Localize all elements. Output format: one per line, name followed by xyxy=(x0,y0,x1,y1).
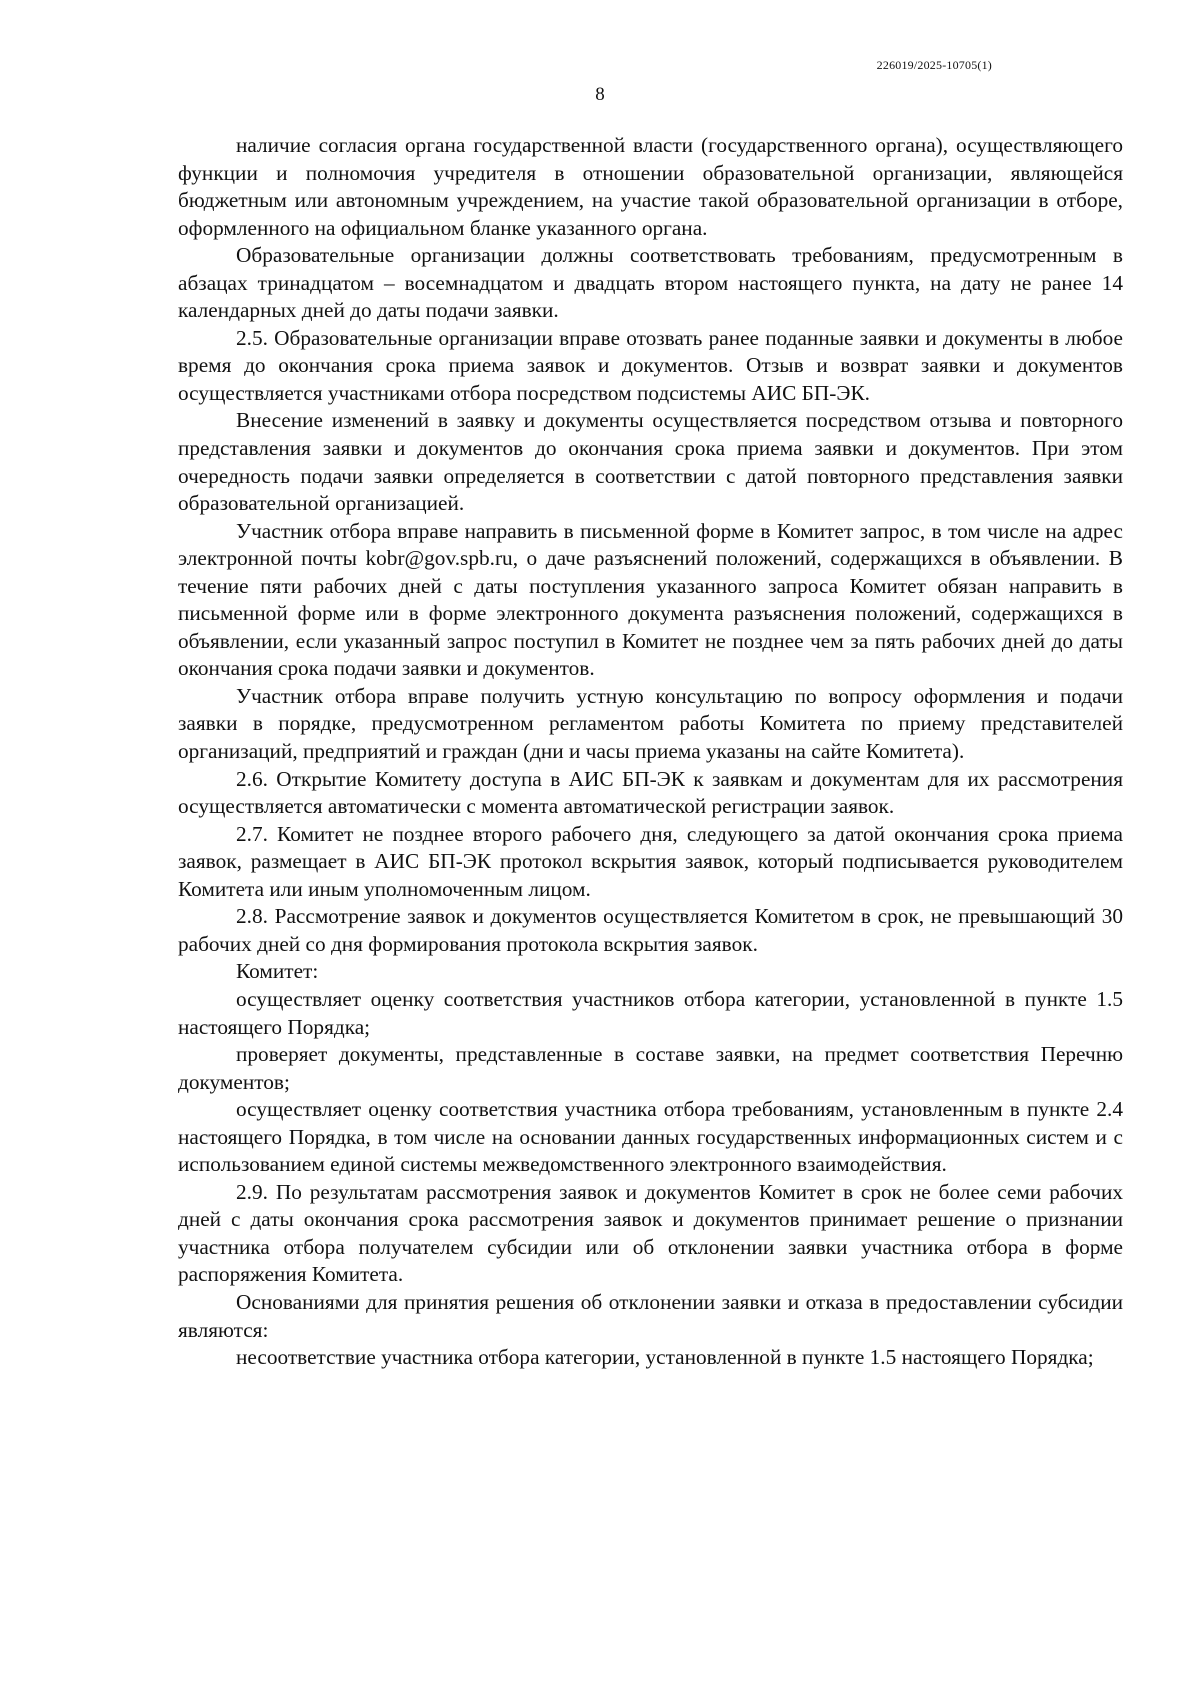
paragraph-2-9: 2.9. По результатам рассмотрения заявок и документов Комитет в срок не более семи рабочих дней с даты окончания срока рассмотрения заявок и документов принимает решение о признании участника отбора получателем субсидии или об отклонении заявки участника отбора в форме распоряжения Комитета. xyxy=(178,1179,1123,1287)
paragraph-2-7: 2.7. Комитет не позднее второго рабочего дня, следующего за датой окончания срока приема заявок, размещает в АИС БП-ЭК протокол вскрытия заявок, который подписывается руководителем Комитета или иным уполномоченным лицом. xyxy=(178,821,1123,901)
paragraph-assess-category: осуществляет оценку соответствия участников отбора категории, установленной в пункте 1.5 настоящего Порядка; xyxy=(178,986,1123,1039)
page-number: 8 xyxy=(595,84,605,105)
paragraph-rejection-grounds: Основаниями для принятия решения об отклонении заявки и отказа в предоставлении субсидии являются: xyxy=(178,1289,1123,1342)
paragraph-requirements-date: Образовательные организации должны соответствовать требованиям, предусмотренным в абзацах тринадцатом – восемнадцатом и двадцать втором настоящего пункта, на дату не ранее 14 календарных дней до даты подачи заявки. xyxy=(178,243,1123,323)
paragraph-2-5: 2.5. Образовательные организации вправе отозвать ранее поданные заявки и документы в любое время до окончания срока приема заявок и документов. Отзыв и возврат заявки и документов осуществляется участниками отбора посредством подсистемы АИС БП-ЭК. xyxy=(178,325,1123,405)
paragraph-consultation: Участник отбора вправе получить устную консультацию по вопросу оформления и подачи заявки в порядке, предусмотренном регламентом работы Комитета по приему представителей организаций, предприятий и граждан (дни и часы приема указаны на сайте Комитета). xyxy=(178,683,1123,764)
document-number: 226019/2025-10705(1) xyxy=(876,58,992,72)
paragraph-2-8: 2.8. Рассмотрение заявок и документов осуществляется Комитетом в срок, не превышающий 30 рабочих дней со дня формирования протокола вскрытия заявок. xyxy=(178,904,1123,956)
paragraph-consent: наличие согласия органа государственной власти (государственного органа), осуществляющего функции и полномочия учредителя в отношении образовательной организации, являющейся бюджетным или автономным учреждением, на участие такой образовательной организации в отборе, оформленного на официальном бланке указанного органа. xyxy=(178,133,1123,240)
paragraph-category-mismatch: несоответствие участника отбора категории, установленной в пункте 1.5 настоящего Порядка; xyxy=(236,1345,1094,1370)
paragraph-assess-requirements: осуществляет оценку соответствия участника отбора требованиям, установленным в пункте 2.4 настоящего Порядка, в том числе на основании данных государственных информационных систем и с использованием единой системы межведомственного электронного взаимодействия. xyxy=(178,1097,1123,1177)
paragraph-check-documents: проверяет документы, представленные в составе заявки, на предмет соответствия Перечню документов; xyxy=(178,1042,1123,1094)
document-body xyxy=(178,132,1123,1372)
paragraph-changes: Внесение изменений в заявку и документы осуществляется посредством отзыва и повторного представления заявки и документов до окончания срока приема заявки и документов. При этом очередность подачи заявки определяется в соответствии с датой повторного представления заявки образовательной организацией. xyxy=(178,408,1123,516)
paragraph-2-6: 2.6. Открытие Комитету доступа в АИС БП-ЭК к заявкам и документам для их рассмотрения осуществляется автоматически с момента автоматической регистрации заявок. xyxy=(178,766,1123,819)
paragraph-committee: Комитет: xyxy=(236,959,319,984)
paragraph-request-clarification: Участник отбора вправе направить в письменной форме в Комитет запрос, в том числе на адрес электронной почты kobr@gov.spb.ru, о даче разъяснений положений, содержащихся в объявлении. В течение пяти рабочих дней с даты поступления указанного запроса Комитет обязан направить в письменной форме или в форме электронного документа разъяснения положений, содержащихся в объявлении, если указанный запрос поступил в Комитет не позднее чем за пять рабочих дней до даты окончания срока подачи заявки и документов. xyxy=(178,518,1123,681)
